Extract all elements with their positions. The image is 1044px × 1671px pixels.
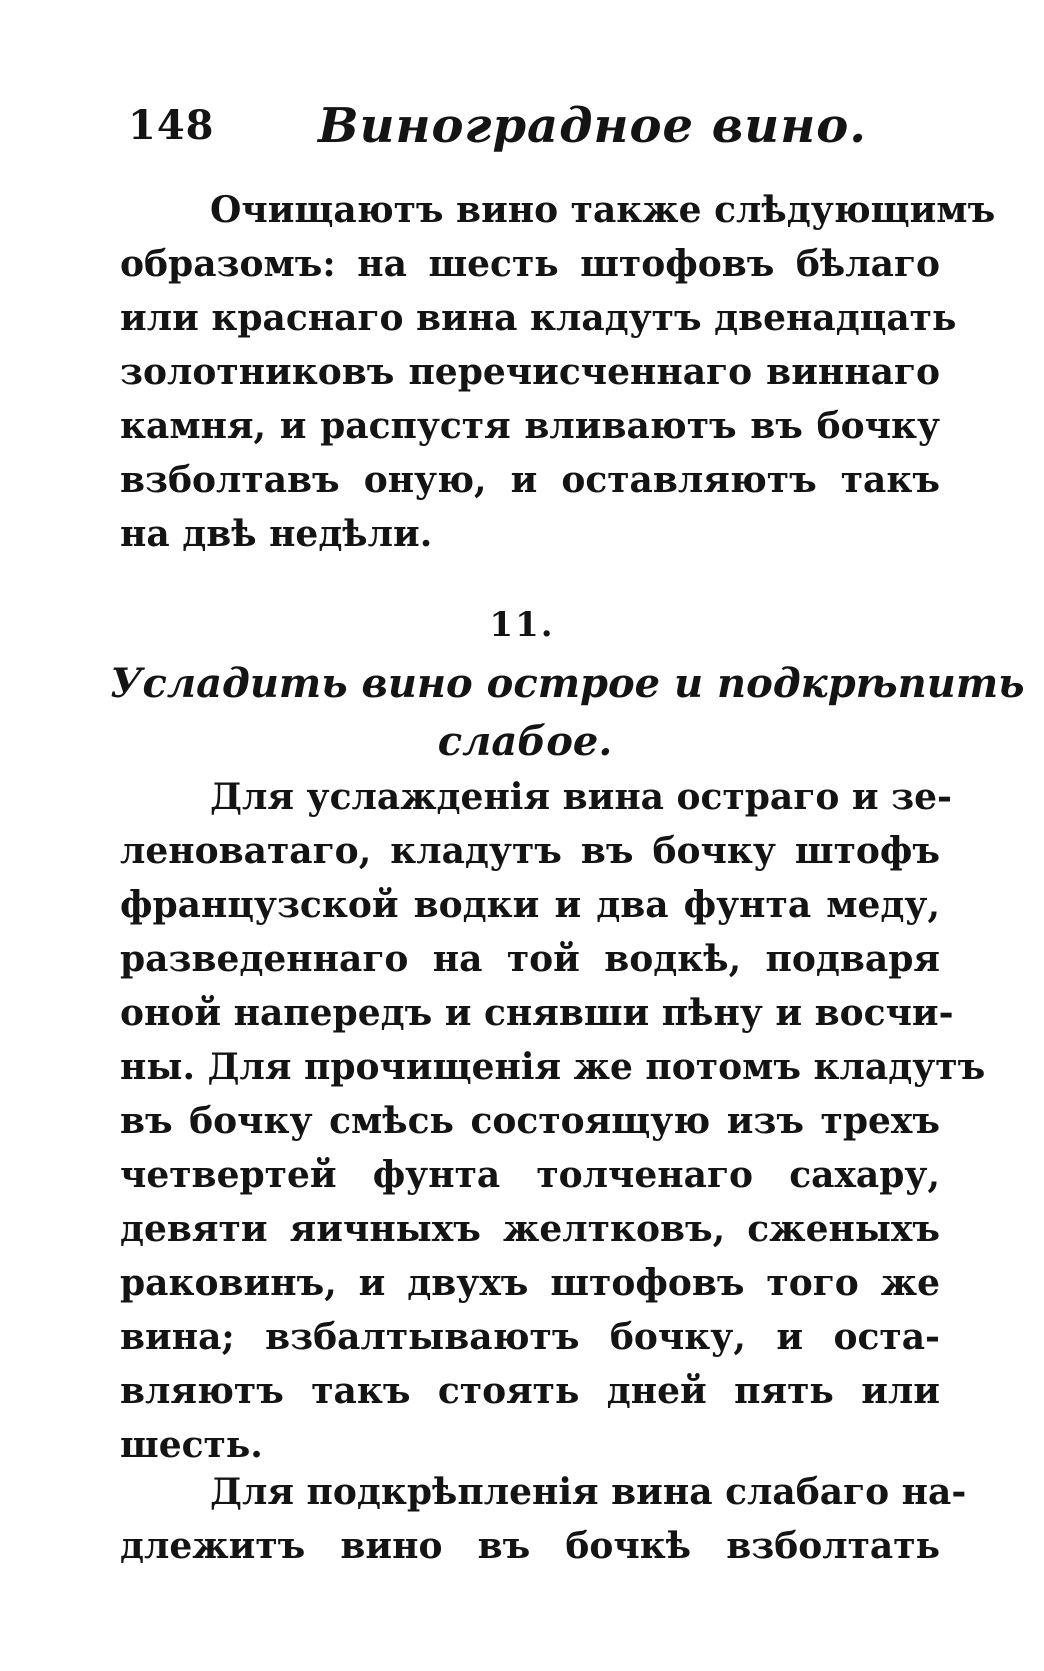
paragraph-line: золотниковъ перечисченнаго виннаго xyxy=(120,351,940,393)
paragraph-line: Очищаютъ вино также слѣдующимъ xyxy=(210,189,996,231)
paragraph-line: или краснаго вина кладутъ двенадцать xyxy=(120,297,957,339)
paragraph-line: разведеннаго на той водкѣ, подваря xyxy=(120,938,940,980)
paragraph-line: раковинъ, и двухъ штофовъ того же xyxy=(120,1262,940,1304)
paragraph-line: длежитъ вино въ бочкѣ взболтать xyxy=(120,1525,940,1567)
paragraph-3 xyxy=(120,1465,967,1573)
paragraph-line: образомъ: на шесть штофовъ бѣлаго xyxy=(120,243,940,285)
section-title-line: Усладить вино острое и подкрѣпить xyxy=(110,660,1025,707)
section-number: 11. xyxy=(489,605,555,645)
paragraph-1 xyxy=(120,183,996,561)
paragraph-line: на двѣ недѣли. xyxy=(120,513,433,555)
paragraph-line: французской водки и два фунта меду, xyxy=(120,884,940,926)
paragraph-line: леноватаго, кладутъ въ бочку штофъ xyxy=(120,830,940,872)
paragraph-line: вина; взбалтываютъ бочку, и оста- xyxy=(120,1316,940,1358)
paragraph-line: четвертей фунта толченаго сахару, xyxy=(120,1154,940,1196)
section-title-line: слабое. xyxy=(437,718,613,765)
page-number: 148 xyxy=(128,102,215,149)
paragraph-line: взболтавъ оную, и оставляютъ такъ xyxy=(120,459,940,501)
paragraph-line: камня, и распустя вливаютъ въ бочку xyxy=(120,405,940,447)
section-title xyxy=(110,655,1025,771)
paragraph-line: вляютъ такъ стоять дней пять или xyxy=(120,1370,940,1412)
running-title: Виноградное вино. xyxy=(318,98,867,154)
paragraph-2 xyxy=(120,770,986,1472)
paragraph-line: Для услажденія вина остраго и зе- xyxy=(210,776,952,818)
paragraph-line: въ бочку смѣсь состоящую изъ трехъ xyxy=(120,1100,940,1142)
paragraph-line: шесть. xyxy=(120,1424,263,1466)
paragraph-line: девяти яичныхъ желтковъ, сженыхъ xyxy=(120,1208,940,1250)
page-header xyxy=(128,98,928,158)
paragraph-line: Для подкрѣпленія вина слабаго на- xyxy=(210,1471,967,1513)
paragraph-line: оной напередъ и снявши пѣну и восчи- xyxy=(120,992,954,1034)
paragraph-line: ны. Для прочищенія же потомъ кладутъ xyxy=(120,1046,986,1088)
